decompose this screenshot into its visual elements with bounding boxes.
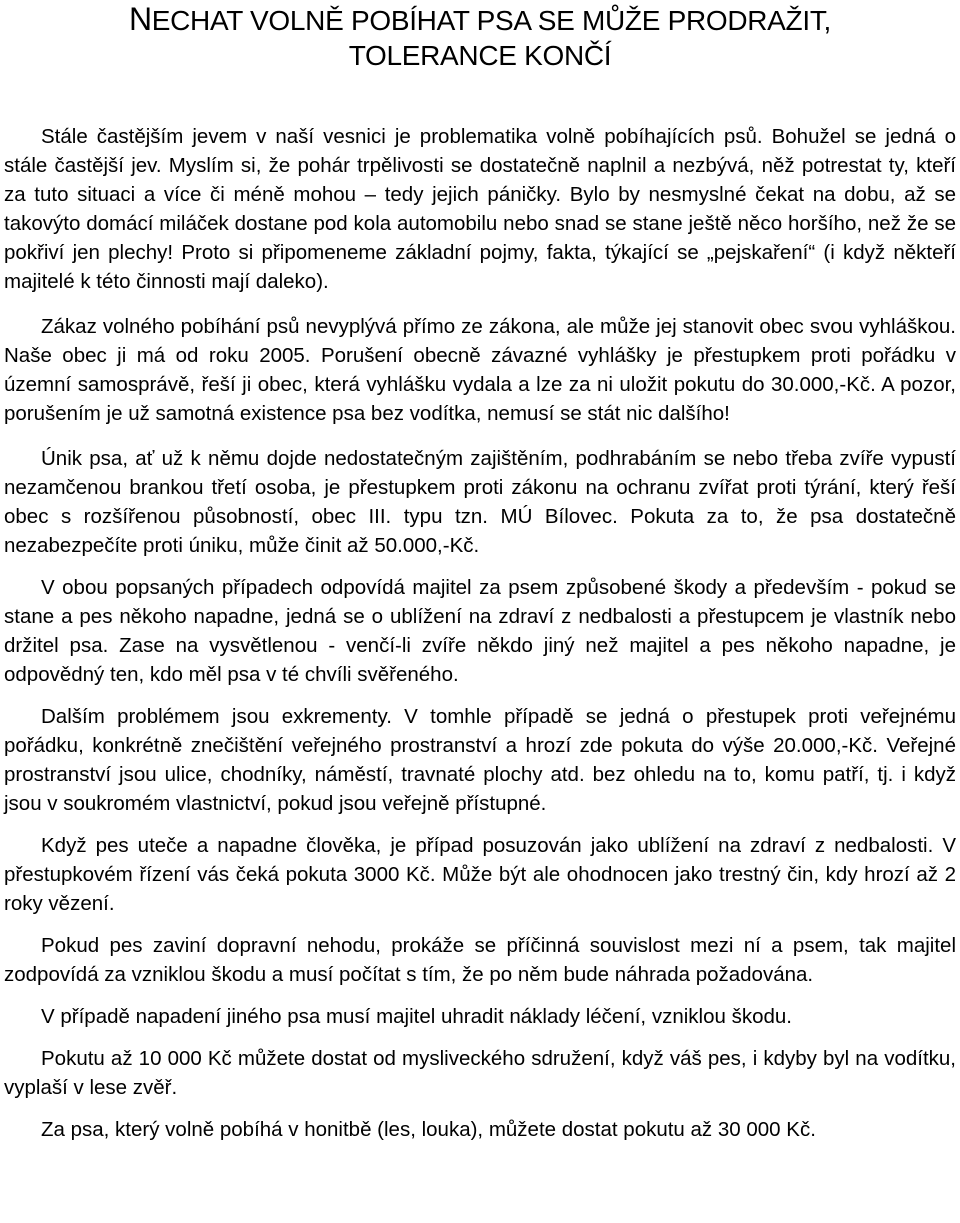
article-body <box>4 122 956 1144</box>
page-title <box>0 0 960 73</box>
paragraph-liability: V obou popsaných případech odpovídá majitel za psem způsobené škody a především - pokud se stane a pes někoho napadne, jedná se o ublížení na zdraví z nedbalosti a přestupcem je vlastník nebo držitel psa. Zase na vysvětlenou - venčí-li zvíře někdo jiný než majitel a pes někoho napadne, je odpovědný ten, kdo měl psa v té chvíli svěřeného. <box>4 576 956 686</box>
paragraph-excrement: Dalším problémem jsou exkrementy. V tomhle případě se jedná o přestupek proti veřejnému pořádku, konkrétně znečištění veřejného prostranství a hrozí zde pokuta do výše 20.000,-Kč. Veřejné prostranství jsou ulice, chodníky, náměstí, travnaté plochy atd. bez ohledu na to, komu patří, tj. i když jsou v soukromém vlastnictví, pokud jsou veřejně přístupné. <box>4 705 956 815</box>
paragraph-dog-escape: Únik psa, ať už k němu dojde nedostatečným zajištěním, podhrabáním se nebo třeba zvíře vypustí nezamčenou brankou třetí osoba, je přestupkem proti zákonu na ochranu zvířat proti týrání, který řeší obec s rozšířenou působností, obec III. typu tzn. MÚ Bílovec. Pokuta za to, že psa dostatečně nezabezpečíte proti úniku, může činit až 50.000,-Kč. <box>4 447 956 557</box>
paragraph-hunting-ground: Za psa, který volně pobíhá v honitbě (les, louka), můžete dostat pokutu až 30 000 Kč. <box>41 1118 816 1141</box>
paragraph-traffic-accident: Pokud pes zaviní dopravní nehodu, prokáže se příčinná souvislost mezi ní a psem, tak majitel zodpovídá za vzniklou škodu a musí počítat s tím, že po něm bude náhrada požadována. <box>4 934 956 986</box>
paragraph-intro: Stále častějším jevem v naší vesnici je problematika volně pobíhajících psů. Bohužel se jedná o stále častější jev. Myslím si, že pohár trpělivosti se dostatečně naplnil a nezbývá, něž potrestat ty, kteří za tuto situaci a více či méně mohou – tedy jejich páničky. Bylo by nesmyslné čekat na dobu, až se takovýto domácí miláček dostane pod kola automobilu nebo snad se stane ještě něco horšího, než že se pokřiví jen plechy! Proto si připomeneme základní pojmy, fakta, týkající se „pejskaření“ (i když někteří majitelé k této činnosti mají daleko). <box>4 125 956 293</box>
title-line-2: TOLERANCE KONČÍ <box>348 40 612 71</box>
paragraph-hunting-association: Pokutu až 10 000 Kč můžete dostat od mysliveckého sdružení, když váš pes, i kdyby byl na vodítku, vyplaší v lese zvěř. <box>4 1047 956 1099</box>
paragraph-ban-regulation: Zákaz volného pobíhání psů nevyplývá přímo ze zákona, ale může jej stanovit obec svou vyhláškou. Naše obec ji má od roku 2005. Porušení obecně závazné vyhlášky je přestupkem proti pořádku v územní samosprávě, řeší ji obec, která vyhlášku vydala a lze za ni uložit pokutu do 30.000,-Kč. A pozor, porušením je už samotná existence psa bez vodítka, nemusí se stát nic dalšího! <box>4 315 956 425</box>
title-line-1 <box>0 2 960 38</box>
paragraph-attack-person: Když pes uteče a napadne člověka, je případ posuzován jako ublížení na zdraví z nedbalosti. V přestupkovém řízení vás čeká pokuta 3000 Kč. Může být ale ohodnocen jako trestný čin, kdy hrozí až 2 roky vězení. <box>4 834 956 915</box>
title-line-1-text: ECHAT VOLNĚ POBÍHAT PSA SE MŮŽE PRODRAŽIT, <box>151 5 832 36</box>
title-drop-letter: N <box>128 1 152 37</box>
paragraph-attack-dog: V případě napadení jiného psa musí majitel uhradit náklady léčení, vzniklou škodu. <box>41 1005 792 1028</box>
